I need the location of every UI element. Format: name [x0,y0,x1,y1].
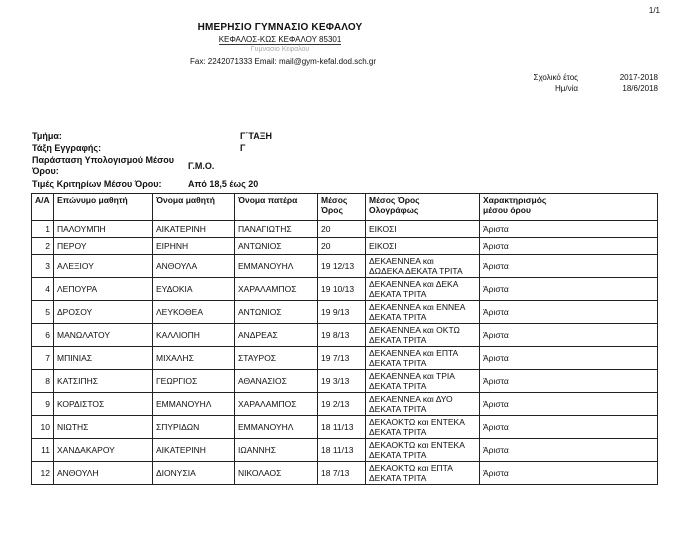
cell-average-words [366,439,480,462]
words-line1: ΔΕΚΑΟΚΤΩ και ΕΝΤΕΚΑ [369,440,465,450]
cell-average: 18 11/13 [318,416,366,439]
school-year-row [528,73,658,84]
cell-father-name: ΧΑΡΑΛΑΜΠΟΣ [235,393,318,416]
grades-table [31,193,658,485]
section-label: Τμήμα: [32,131,62,141]
cell-rating: Άριστα [480,255,658,278]
cell-aa: 9 [32,393,54,416]
words-line2: ΔΕΚΑΤΑ ΤΡΙΤΑ [369,404,427,414]
header-first-name: Όνομα μαθητή [153,194,235,221]
words-line2: ΔΕΚΑΤΑ ΤΡΙΤΑ [369,381,427,391]
table-row [32,416,658,439]
cell-rating: Άριστα [480,324,658,347]
date-value: 18/6/2018 [622,84,658,93]
cell-surname: ΚΟΡΔΙΣΤΟΣ [54,393,153,416]
cell-average-words [366,255,480,278]
cell-surname: ΑΛΕΞΙΟΥ [54,255,153,278]
cell-rating: Άριστα [480,439,658,462]
document-meta [528,73,658,95]
class-label: Τάξη Εγγραφής: [32,143,102,153]
cell-average: 19 3/13 [318,370,366,393]
header-father-name: Όνομα πατέρα [235,194,318,221]
date-label: Ημ/νία [554,84,578,93]
avg-param-label-line2: Όρου: [32,166,59,176]
cell-aa: 10 [32,416,54,439]
cell-surname: ΑΝΘΟΥΛΗ [54,462,153,485]
class-value: Γ [240,143,246,153]
cell-first-name: ΕΜΜΑΝΟΥΗΛ [153,393,235,416]
cell-average: 19 8/13 [318,324,366,347]
cell-surname: ΜΠΙΝΙΑΣ [54,347,153,370]
cell-aa: 2 [32,238,54,255]
cell-first-name: ΓΕΩΡΓΙΟΣ [153,370,235,393]
cell-first-name: ΔΙΟΝΥΣΙΑ [153,462,235,485]
cell-father-name: ΑΝΤΩΝΙΟΣ [235,238,318,255]
cell-aa: 7 [32,347,54,370]
words-line2: ΔΕΚΑΤΑ ΤΡΙΤΑ [369,427,427,437]
school-name: ΗΜΕΡΗΣΙΟ ΓΥΜΝΑΣΙΟ ΚΕΦΑΛΟΥ [197,22,363,33]
table-row [32,324,658,347]
cell-surname: ΠΑΛΟΥΜΠΗ [54,221,153,238]
cell-average: 20 [318,238,366,255]
words-line1: ΔΕΚΑΕΝΝΕΑ και ΤΡΙΑ [369,371,455,381]
cell-father-name: ΕΜΜΑΝΟΥΗΛ [235,416,318,439]
cell-average: 19 10/13 [318,278,366,301]
header-surname: Επώνυμο μαθητή [54,194,153,221]
table-row [32,370,658,393]
cell-aa: 11 [32,439,54,462]
cell-average-words [366,347,480,370]
page-number: 1/1 [648,6,660,15]
cell-average: 19 2/13 [318,393,366,416]
words-line1: ΔΕΚΑΕΝΝΕΑ και ΕΝΝΕΑ [369,302,466,312]
cell-rating: Άριστα [480,238,658,255]
cell-average: 18 7/13 [318,462,366,485]
contact-info: Fax: 2242071333 Email: mail@gym-kefal.dod.sch.gr [190,57,376,66]
words-line1: ΕΙΚΟΣΙ [369,241,397,251]
cell-average-words [366,278,480,301]
cell-first-name: ΛΕΥΚΟΘΕΑ [153,301,235,324]
words-line2: ΔΕΚΑΤΑ ΤΡΙΤΑ [369,289,427,299]
cell-father-name: ΠΑΝΑΓΙΩΤΗΣ [235,221,318,238]
cell-aa: 12 [32,462,54,485]
cell-average-words [366,462,480,485]
header-rating [480,194,658,221]
school-year-label: Σχολικό έτος [533,73,578,82]
faded-line: Γυμνασιο Κεφαλου [250,46,310,53]
words-line1: ΔΕΚΑΕΝΝΕΑ και [369,256,434,266]
words-line2: ΔΕΚΑΤΑ ΤΡΙΤΑ [369,335,427,345]
header-average-words-line1: Μέσος Όρος [369,195,420,205]
cell-father-name: ΣΤΑΥΡΟΣ [235,347,318,370]
cell-average: 19 9/13 [318,301,366,324]
cell-first-name: ΕΥΔΟΚΙΑ [153,278,235,301]
cell-aa: 8 [32,370,54,393]
cell-average-words [366,221,480,238]
cell-rating: Άριστα [480,462,658,485]
cell-surname: ΔΡΟΣΟΥ [54,301,153,324]
words-line1: ΔΕΚΑΟΚΤΩ και ΕΠΤΑ [369,463,453,473]
cell-surname: ΠΕΡΟΥ [54,238,153,255]
cell-average-words [366,416,480,439]
cell-surname: ΝΙΩΤΗΣ [54,416,153,439]
table-row [32,462,658,485]
cell-father-name: ΧΑΡΑΛΑΜΠΟΣ [235,278,318,301]
range-label: Τιμές Κριτηρίων Μέσου Όρου: [32,179,162,189]
cell-father-name: ΕΜΜΑΝΟΥΗΛ [235,255,318,278]
header-aa: Α/Α [32,194,54,221]
cell-surname: ΜΑΝΩΛΑΤΟΥ [54,324,153,347]
cell-rating: Άριστα [480,278,658,301]
cell-surname: ΧΑΝΔΑΚΑΡΟΥ [54,439,153,462]
words-line1: ΔΕΚΑΕΝΝΕΑ και ΔΥΟ [369,394,453,404]
cell-father-name: ΙΩΑΝΝΗΣ [235,439,318,462]
words-line2: ΔΕΚΑΤΑ ΤΡΙΤΑ [369,450,427,460]
header-average-words-line2: Ολογράφως [369,205,419,215]
cell-rating: Άριστα [480,416,658,439]
table-row [32,393,658,416]
school-address [0,35,560,44]
school-year-value: 2017-2018 [619,73,658,82]
avg-param-value: Γ.Μ.Ο. [188,161,215,171]
cell-average-words [366,301,480,324]
cell-father-name: ΑΝΤΩΝΙΟΣ [235,301,318,324]
cell-father-name: ΑΘΑΝΑΣΙΟΣ [235,370,318,393]
table-row [32,278,658,301]
words-line2: ΔΩΔΕΚΑ ΔΕΚΑΤΑ ΤΡΙΤΑ [369,266,463,276]
cell-rating: Άριστα [480,347,658,370]
cell-average: 20 [318,221,366,238]
words-line2: ΔΕΚΑΤΑ ΤΡΙΤΑ [369,473,427,483]
header-average-line1: Μέσος [321,195,348,205]
words-line2: ΔΕΚΑΤΑ ΤΡΙΤΑ [369,358,427,368]
header-rating-line1: Χαρακτηρισμός [483,195,547,205]
cell-surname: ΚΑΤΣΙΠΗΣ [54,370,153,393]
cell-aa: 5 [32,301,54,324]
cell-rating: Άριστα [480,393,658,416]
avg-param-label-line1: Παράσταση Υπολογισμού Μέσου [32,155,174,165]
cell-aa: 6 [32,324,54,347]
cell-average-words [366,393,480,416]
cell-average-words [366,324,480,347]
header-average [318,194,366,221]
cell-father-name: ΑΝΔΡΕΑΣ [235,324,318,347]
cell-rating: Άριστα [480,370,658,393]
cell-average-words [366,238,480,255]
date-row [528,84,658,95]
range-value: Από 18,5 έως 20 [188,179,259,189]
cell-average-words [366,370,480,393]
words-line1: ΔΕΚΑΕΝΝΕΑ και ΔΕΚΑ [369,279,459,289]
cell-first-name: ΑΙΚΑΤΕΡΙΝΗ [153,439,235,462]
table-row [32,221,658,238]
words-line1: ΔΕΚΑΕΝΝΕΑ και ΕΠΤΑ [369,348,459,358]
table-row [32,347,658,370]
header-average-line2: Όρος [321,205,343,215]
school-address-text: ΚΕΦΑΛΟΣ-ΚΩΣ ΚΕΦΑΛΟΥ 85301 [218,35,342,44]
cell-aa: 1 [32,221,54,238]
words-line1: ΕΙΚΟΣΙ [369,224,397,234]
table-row [32,255,658,278]
header-rating-line2: μέσου όρου [483,205,531,215]
cell-first-name: ΕΙΡΗΝΗ [153,238,235,255]
table-row [32,301,658,324]
cell-average: 19 7/13 [318,347,366,370]
cell-father-name: ΝΙΚΟΛΑΟΣ [235,462,318,485]
section-value: Γ΄ΤΑΞΗ [240,131,273,141]
cell-first-name: ΣΠΥΡΙΔΩΝ [153,416,235,439]
header-average-words [366,194,480,221]
table-row [32,439,658,462]
words-line1: ΔΕΚΑΟΚΤΩ και ΕΝΤΕΚΑ [369,417,465,427]
cell-surname: ΛΕΠΟΥΡΑ [54,278,153,301]
cell-aa: 4 [32,278,54,301]
table-row [32,238,658,255]
cell-first-name: ΑΙΚΑΤΕΡΙΝΗ [153,221,235,238]
cell-rating: Άριστα [480,221,658,238]
cell-average: 19 12/13 [318,255,366,278]
cell-first-name: ΚΑΛΛΙΟΠΗ [153,324,235,347]
cell-rating: Άριστα [480,301,658,324]
cell-average: 18 11/13 [318,439,366,462]
cell-aa: 3 [32,255,54,278]
cell-first-name: ΑΝΘΟΥΛΑ [153,255,235,278]
cell-first-name: ΜΙΧΑΛΗΣ [153,347,235,370]
table-header-row [32,194,658,221]
words-line2: ΔΕΚΑΤΑ ΤΡΙΤΑ [369,312,427,322]
words-line1: ΔΕΚΑΕΝΝΕΑ και ΟΚΤΩ [369,325,460,335]
